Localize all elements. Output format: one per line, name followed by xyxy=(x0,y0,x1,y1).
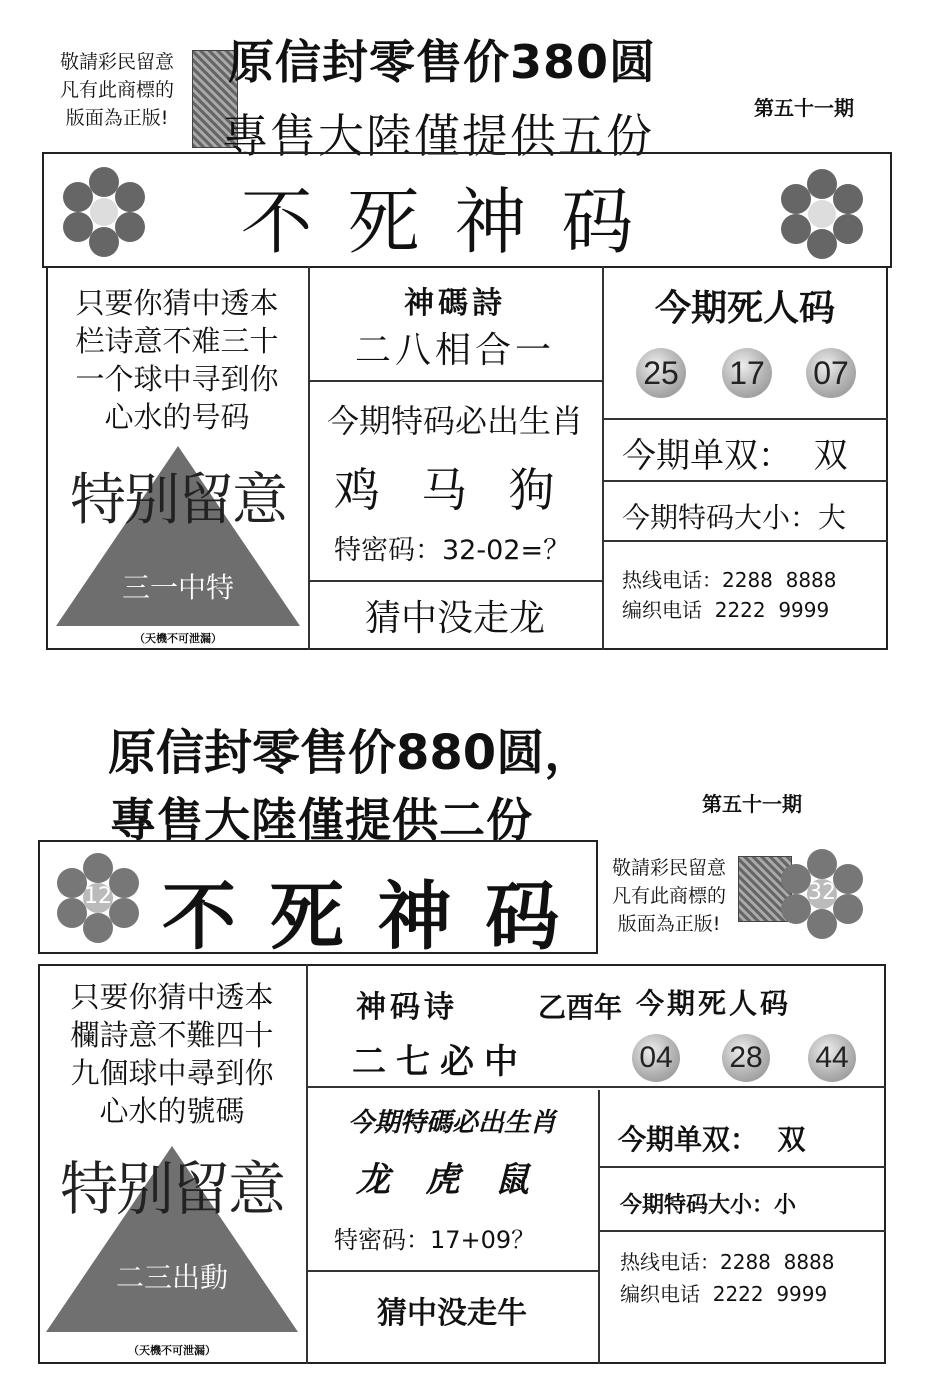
bottom-triangle-text: 二三出動 xyxy=(115,1261,228,1294)
bottom-headline-1: 原信封零售价880圆， xyxy=(108,725,593,781)
top-left-poem-line-1: 只要你猜中透本 xyxy=(75,286,279,320)
top-issue: 第五十一期 xyxy=(754,96,854,120)
top-zodiac-values: 鸡 马 狗 xyxy=(334,463,559,517)
top-secret-code: 特密码：32-02=？ xyxy=(334,535,571,566)
bottom-left-poem-line-1: 只要你猜中透本 xyxy=(70,980,274,1014)
top-dead-number-ball: 25 xyxy=(636,348,686,398)
top-left-poem-line-4: 心水的号码 xyxy=(104,400,250,434)
bottom-left-poem-line-2: 欄詩意不難四十 xyxy=(70,1018,274,1052)
top-notice xyxy=(52,48,182,132)
top-dead-title: 今期死人码 xyxy=(654,288,835,329)
top-poem-title: 神碼詩 xyxy=(404,286,506,321)
top-headline-2: 專售大陸僅提供五份 xyxy=(222,109,654,163)
bottom-flower-left-number: 12 xyxy=(84,884,112,909)
top-guess-line: 猜中没走龙 xyxy=(364,598,545,639)
bottom-special-title: 特别留意 xyxy=(59,1155,284,1223)
bottom-notice-line-1: 敬請彩民留意 xyxy=(611,857,726,879)
bottom-notice-line-3: 版面為正版! xyxy=(617,913,721,935)
bottom-zodiac-values: 龙 虎 鼠 xyxy=(356,1160,530,1200)
bottom-left-poem xyxy=(42,978,302,1130)
bottom-guess-line: 猜中没走牛 xyxy=(377,1296,527,1331)
bottom-poem-title: 神码诗 xyxy=(356,990,458,1025)
top-special-title: 特别留意 xyxy=(70,468,286,533)
top-headline-1: 原信封零售价380圆 xyxy=(228,35,657,89)
top-notice-line-2: 凡有此商標的 xyxy=(59,79,174,101)
bottom-flower-right-number: 32 xyxy=(808,880,836,905)
top-dead-number-ball: 17 xyxy=(722,348,772,398)
top-divider xyxy=(308,380,602,382)
top-odd-even: 今期单双： 双 xyxy=(622,436,848,476)
bottom-dead-number-ball: 04 xyxy=(632,1034,680,1082)
bottom-headline-2: 專售大陸僅提供二份 xyxy=(110,793,533,847)
bottom-big-small: 今期特码大小：小 xyxy=(620,1193,797,1218)
bottom-triangle-caption: （天機不可泄漏） xyxy=(128,1344,216,1357)
bottom-odd-even: 今期单双： 双 xyxy=(618,1123,806,1156)
bottom-banner-title: 不 死 神 码 xyxy=(162,874,564,960)
top-left-poem-line-2: 栏诗意不难三十 xyxy=(75,324,279,358)
bottom-divider xyxy=(306,1270,598,1272)
bottom-divider xyxy=(598,1166,886,1168)
bottom-dead-title: 今期死人码 xyxy=(636,987,792,1020)
flower-icon xyxy=(774,166,870,262)
bottom-divider xyxy=(598,1090,600,1364)
top-left-poem xyxy=(50,284,304,436)
top-hotline: 热线电话：2288 8888 xyxy=(622,568,837,592)
flower-icon xyxy=(56,164,152,260)
bottom-divider xyxy=(306,1086,886,1088)
top-banner-title: 不 死 神 码 xyxy=(240,180,640,264)
bottom-poem-line: 二七必中 xyxy=(352,1042,528,1082)
top-poem-line: 二八相合一 xyxy=(354,330,555,371)
top-triangle-text: 三一中特 xyxy=(121,571,234,604)
bottom-dead-number-ball: 28 xyxy=(722,1034,770,1082)
bottom-divider xyxy=(598,1230,886,1232)
top-dead-number-ball: 07 xyxy=(806,348,856,398)
bottom-poem-year: 乙酉年 xyxy=(538,991,623,1024)
top-divider xyxy=(602,418,888,420)
top-zodiac-label: 今期特码必出生肖 xyxy=(326,402,583,440)
bottom-secret-code: 特密码：17+09？ xyxy=(334,1226,536,1254)
bottom-issue: 第五十一期 xyxy=(702,792,802,816)
top-left-poem-line-3: 一个球中寻到你 xyxy=(75,362,279,396)
top-divider xyxy=(308,580,602,582)
top-notice-line-3: 版面為正版! xyxy=(65,107,169,129)
top-divider xyxy=(602,480,888,482)
bottom-editline: 编织电话 2222 9999 xyxy=(620,1282,828,1306)
bottom-dead-number-ball: 44 xyxy=(808,1034,856,1082)
top-notice-line-1: 敬請彩民留意 xyxy=(59,51,174,73)
top-triangle-caption: （天機不可泄漏） xyxy=(134,632,222,645)
bottom-left-poem-line-3: 九個球中尋到你 xyxy=(70,1056,274,1090)
bottom-zodiac-label: 今期特碼必出生肖 xyxy=(347,1108,556,1138)
top-big-small: 今期特码大小：大 xyxy=(622,501,847,534)
top-divider xyxy=(602,540,888,542)
bottom-left-poem-line-4: 心水的號碼 xyxy=(99,1094,245,1128)
bottom-notice xyxy=(604,854,734,938)
bottom-notice-line-2: 凡有此商標的 xyxy=(611,885,726,907)
bottom-hotline: 热线电话：2288 8888 xyxy=(620,1250,835,1274)
top-editline: 编织电话 2222 9999 xyxy=(622,598,830,622)
